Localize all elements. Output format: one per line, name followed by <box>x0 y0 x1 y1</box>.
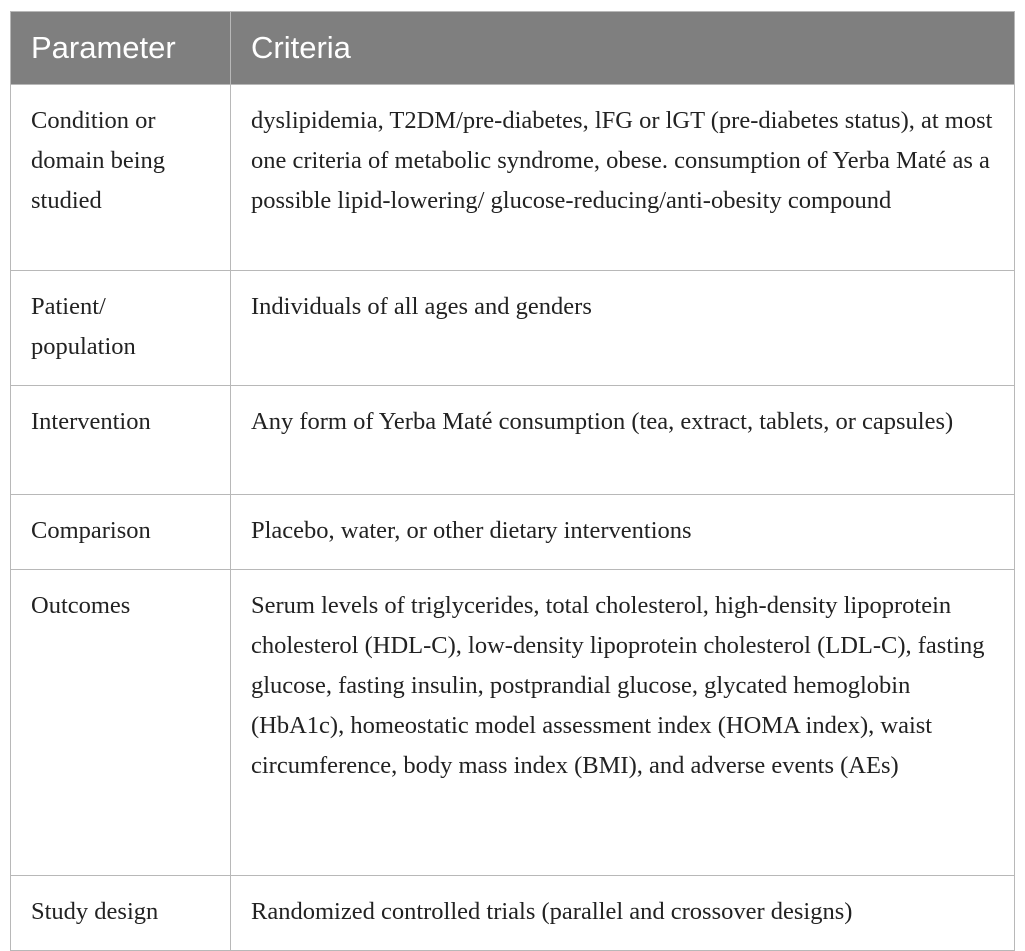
parameter-cell: Condition or domain being studied <box>11 85 231 271</box>
table-row <box>11 386 1015 495</box>
parameter-cell: Outcomes <box>11 570 231 876</box>
parameter-cell: Comparison <box>11 495 231 570</box>
criteria-table <box>10 11 1015 951</box>
table-row <box>11 876 1015 951</box>
criteria-cell: Serum levels of triglycerides, total cholesterol, high-density lipoprotein cholesterol (HDL-C), low-density lipoprotein cholesterol (LDL-C), fasting glucose, fasting insulin, postprandial glucose, glycated hemoglobin (HbA1c), homeostatic model assessment index (HOMA index), waist circumference, body mass index (BMI), and adverse events (AEs) <box>231 570 1015 876</box>
criteria-cell: Individuals of all ages and genders <box>231 271 1015 386</box>
criteria-cell: Randomized controlled trials (parallel and crossover designs) <box>231 876 1015 951</box>
header-parameter: Parameter <box>11 12 231 85</box>
parameter-cell: Study design <box>11 876 231 951</box>
criteria-cell: Any form of Yerba Maté consumption (tea, extract, tablets, or capsules) <box>231 386 1015 495</box>
table-row <box>11 271 1015 386</box>
parameter-cell: Intervention <box>11 386 231 495</box>
table-row <box>11 570 1015 876</box>
criteria-cell: dyslipidemia, T2DM/pre-diabetes, lFG or lGT (pre-diabetes status), at most one criteria of metabolic syndrome, obese. consumption of Yerba Maté as a possible lipid-lowering/ glucose-reducing/anti-obesity compound <box>231 85 1015 271</box>
table-row <box>11 495 1015 570</box>
table-row <box>11 85 1015 271</box>
parameter-cell: Patient/ population <box>11 271 231 386</box>
header-criteria: Criteria <box>231 12 1015 85</box>
criteria-cell: Placebo, water, or other dietary interventions <box>231 495 1015 570</box>
table-header-row <box>11 12 1015 85</box>
